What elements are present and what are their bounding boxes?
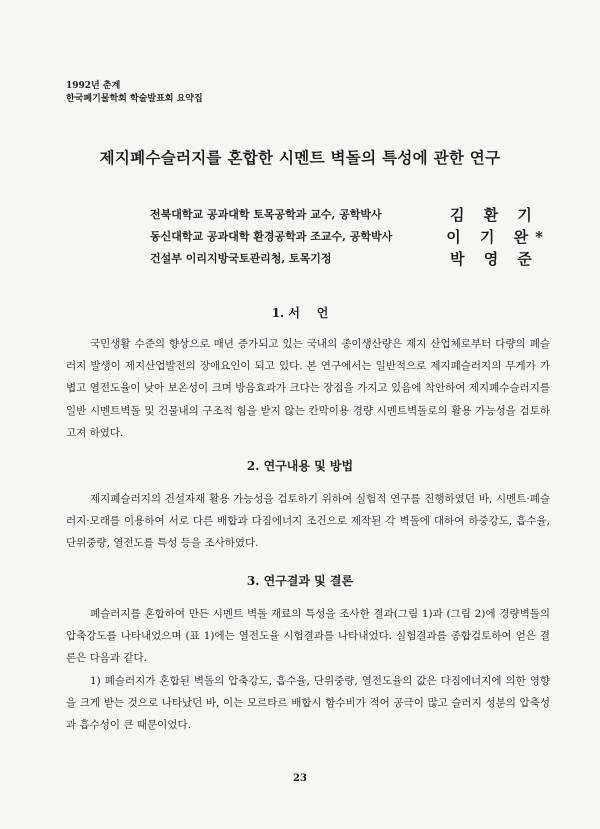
section-body-introduction [66,333,550,444]
page-number: 23 [293,773,307,784]
author-name: 이 기 완* [446,227,550,246]
author-list [150,203,550,269]
author-row [150,225,550,247]
section-body-results [66,603,550,736]
proceedings-header [66,80,203,106]
section-body-methods [66,488,550,555]
section-heading-results: 3. 연구결과 및 결론 [246,574,354,588]
paper-title: 제지폐수슬러지를 혼합한 시멘트 벽돌의 특성에 관한 연구 [99,148,501,167]
author-affiliation: 전북대학교 공과대학 토목공학과 교수, 공학박사 [150,208,382,221]
body-paragraph: 제지폐슬러지의 건설자재 활용 가능성을 검토하기 위하여 실험적 연구를 진행하였던 바, 시멘트·폐슬러지·모래를 이용하여 서로 다른 배합과 다짐에너지 조건으로 제작된 각 벽돌에 대하여 하중강도, 흡수율, 단위중량, 열전도를 특성 등을 조사하였다. [66,493,550,550]
header-date: 1992년 춘계 [66,81,121,91]
author-row [150,247,550,269]
author-affiliation: 건설부 이리지방국토관리청, 토목기정 [150,252,332,265]
header-proceedings: 한국폐기물학회 학술발표회 요약집 [66,94,203,104]
section-heading-introduction: 1. 서 언 [271,306,329,320]
body-paragraph: 국민생활 수준의 향상으로 매년 증가되고 있는 국내의 종이생산량은 제지 산업체로부터 다량의 폐슬러지 발생이 제지산업발전의 장애요인이 되고 있다. 본 연구에서는 일반적으로 제지폐슬러지의 무게가 가볍고 열전도율이 낮아 보온성이 크며 방음효과가 크다는 장점을 가지고 있음에 착안하여 제지폐수슬러지를 일반 시멘트벽돌 및 건물내의 구조적 힘을 받지 않는 칸막이용 경량 시멘트벽돌로의 활용 가능성을 검토하고져 하였다. [66,338,550,439]
author-affiliation: 동신대학교 공과대학 환경공학과 조교수, 공학박사 [150,230,393,243]
author-name: 김 환 기 [450,205,539,224]
author-row [150,203,550,225]
author-name: 박 영 준 [450,249,539,268]
body-paragraph: 1) 폐슬러지가 혼합된 벽돌의 압축강도, 흡수율, 단위중량, 열전도율의 값은 다짐에너지에 의한 영향을 크게 받는 것으로 나타났던 바, 이는 모르타르 배합시 함수비가 적어 공극이 많고 슬러지 성분의 압축성과 흡수성이 큰 때문이었다. [66,674,550,732]
section-heading-methods: 2. 연구내용 및 방법 [246,459,354,473]
body-paragraph: 폐슬러지를 혼합하여 만든 시멘트 벽돌 재료의 특성을 조사한 결과(그림 1)과 (그림 2)에 경량벽돌의 압축강도를 나타내었으며 (표 1)에는 열전도율 시험결과를 나타내었다. 실험결과를 종합검토하여 얻은 결론은 다음과 같다. [66,608,550,665]
